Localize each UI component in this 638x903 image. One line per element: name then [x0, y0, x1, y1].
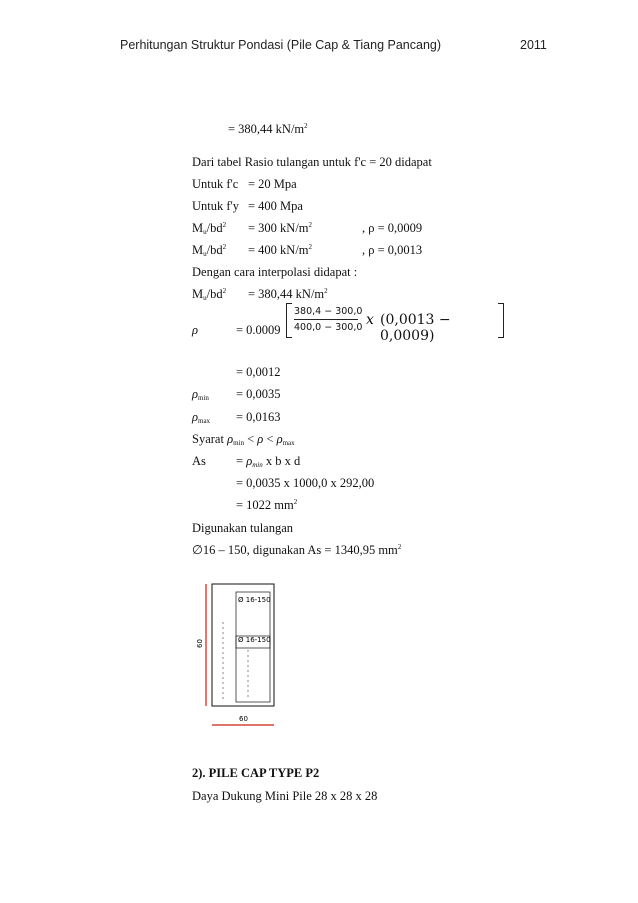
tulangan-line: ∅16 – 150, digunakan As = 1340,95 $mm^2$ [192, 543, 402, 557]
rho-min-value: = 0,0035 [236, 387, 281, 401]
digunakan-line: Digunakan tulangan [192, 521, 294, 535]
rebar-bottom-box [236, 636, 270, 702]
header-title: Perhitungan Struktur Pondasi (Pile Cap & Tiang Pancang) [120, 38, 442, 52]
fraction-numerator: 380,4 − 300,0 [294, 306, 363, 317]
untuk-fy-label: Untuk f'y [192, 199, 240, 213]
interpolation-formula [284, 303, 506, 344]
rho-max-label: $\rho_{max}$ [192, 410, 211, 425]
interpolasi-line: Dengan cara interpolasi didapat : [192, 265, 358, 279]
height-label: 60 [196, 639, 204, 648]
daya-dukung-line: Daya Dukung Mini Pile 28 x 28 x 28 [192, 789, 378, 803]
pile-cap-reinforcement-figure [192, 580, 292, 740]
untuk-fc-label: Untuk f'c [192, 177, 239, 191]
rho-difference: (0,0013 − 0,0009) [380, 312, 451, 344]
rho-min-label: $\rho_{min}$ [192, 387, 209, 402]
bracket-right [498, 303, 504, 338]
mu-value-b: = 400 $kN/m^2$ [248, 243, 313, 257]
mu-value-c: = 380,44 $kN/m^2$ [248, 287, 328, 301]
syarat-line: Syarat $\rho_{min} < \rho < \rho_{max}$ [192, 432, 295, 447]
as-eq-1: = $\rho_{min}$ x b x d [236, 454, 301, 469]
rho-eq-2: = 0,0012 [236, 365, 281, 379]
rho-value-a: , ρ = 0,0009 [362, 221, 423, 235]
mu-label-b: $M_u/bd^2$ [192, 243, 227, 258]
fraction-line [294, 319, 358, 320]
as-eq-2: = 0,0035 x 1000,0 x 292,00 [236, 476, 375, 490]
tabel-line: Dari tabel Rasio tulangan untuk f'c = 20 didapat [192, 155, 432, 169]
section-heading: 2). PILE CAP TYPE P2 [192, 766, 320, 780]
mu-label-c: $M_u/bd^2$ [192, 287, 227, 302]
as-eq-3: = 1022 $mm^2$ [236, 498, 298, 512]
top-rebar-label: Ø 16-150 [238, 596, 271, 604]
rho-symbol: ρ [192, 323, 198, 337]
mu-label-a: $M_u/bd^2$ [192, 221, 227, 236]
rho-max-value: = 0,0163 [236, 410, 281, 424]
mu-value-a: = 300 $kN/m^2$ [248, 221, 313, 235]
rho-value-b: , ρ = 0,0013 [362, 243, 423, 257]
result-line: = 380,44 $kN/m^2$ [228, 122, 308, 136]
header-year: 2011 [520, 38, 547, 52]
untuk-fc-value: = 20 Mpa [248, 177, 297, 191]
bracket-left [286, 303, 292, 338]
untuk-fy-value: = 400 Mpa [248, 199, 303, 213]
width-label: 60 [239, 715, 248, 723]
mid-rebar-label: Ø 16-150 [238, 636, 271, 644]
fraction-denominator: 400,0 − 300,0 [294, 322, 363, 333]
as-label: As [192, 454, 206, 468]
multiply-sign: x [366, 312, 374, 328]
rho-eq-1: = 0.0009 [236, 323, 281, 337]
